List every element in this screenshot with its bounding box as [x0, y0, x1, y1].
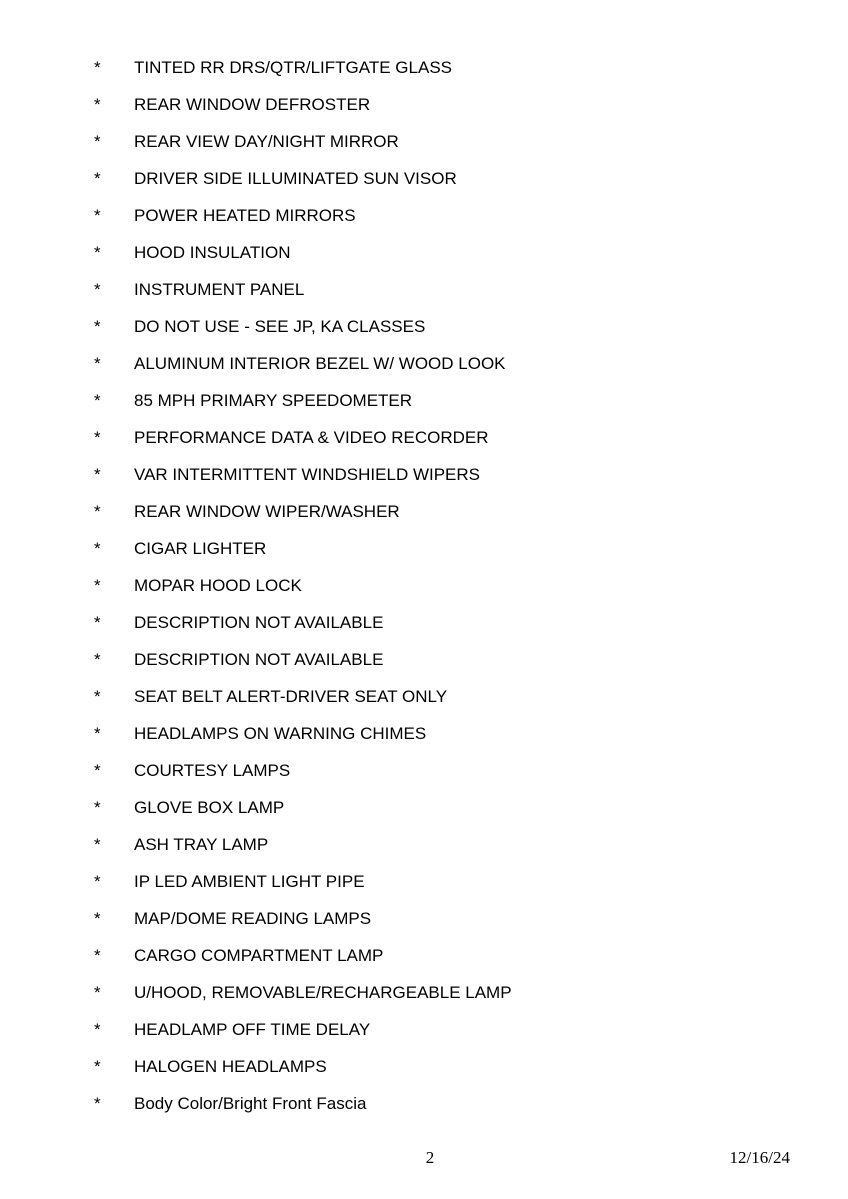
- bullet-asterisk: *: [94, 650, 101, 669]
- feature-text: ASH TRAY LAMP: [134, 835, 269, 854]
- feature-text: SEAT BELT ALERT-DRIVER SEAT ONLY: [134, 687, 448, 706]
- list-item: [0, 907, 848, 944]
- list-item: [0, 648, 848, 685]
- list-item: [0, 204, 848, 241]
- feature-text: HEADLAMP OFF TIME DELAY: [134, 1020, 371, 1039]
- feature-text: POWER HEATED MIRRORS: [134, 206, 356, 225]
- feature-text: HALOGEN HEADLAMPS: [134, 1057, 327, 1076]
- document-date: 12/16/24: [729, 1148, 790, 1167]
- bullet-asterisk: *: [94, 835, 101, 854]
- bullet-asterisk: *: [94, 206, 101, 225]
- bullet-asterisk: *: [94, 872, 101, 891]
- list-item: [0, 722, 848, 759]
- feature-text: REAR VIEW DAY/NIGHT MIRROR: [134, 132, 399, 151]
- feature-text: MAP/DOME READING LAMPS: [134, 909, 372, 928]
- list-item: [0, 352, 848, 389]
- feature-text: ALUMINUM INTERIOR BEZEL W/ WOOD LOOK: [134, 354, 506, 373]
- feature-text: MOPAR HOOD LOCK: [134, 576, 302, 595]
- feature-text: GLOVE BOX LAMP: [134, 798, 285, 817]
- list-item: [0, 1055, 848, 1092]
- list-item: [0, 500, 848, 537]
- bullet-asterisk: *: [94, 724, 101, 743]
- feature-text: PERFORMANCE DATA & VIDEO RECORDER: [134, 428, 489, 447]
- bullet-asterisk: *: [94, 280, 101, 299]
- list-item: [0, 685, 848, 722]
- list-item: [0, 1092, 848, 1129]
- feature-text: VAR INTERMITTENT WINDSHIELD WIPERS: [134, 465, 481, 484]
- list-item: [0, 870, 848, 907]
- feature-text: HEADLAMPS ON WARNING CHIMES: [134, 724, 427, 743]
- feature-list: [0, 56, 848, 1129]
- list-item: [0, 56, 848, 93]
- list-item: [0, 315, 848, 352]
- bullet-asterisk: *: [94, 798, 101, 817]
- list-item: [0, 167, 848, 204]
- bullet-asterisk: *: [94, 428, 101, 447]
- list-item: [0, 944, 848, 981]
- page-number: 2: [425, 1148, 435, 1167]
- list-item: [0, 463, 848, 500]
- bullet-asterisk: *: [94, 576, 101, 595]
- list-item: [0, 574, 848, 611]
- list-item: [0, 426, 848, 463]
- list-item: [0, 241, 848, 278]
- bullet-asterisk: *: [94, 502, 101, 521]
- bullet-asterisk: *: [94, 132, 101, 151]
- feature-text: TINTED RR DRS/QTR/LIFTGATE GLASS: [134, 58, 452, 77]
- bullet-asterisk: *: [94, 946, 101, 965]
- list-item: [0, 796, 848, 833]
- feature-text: DESCRIPTION NOT AVAILABLE: [134, 650, 384, 669]
- bullet-asterisk: *: [94, 465, 101, 484]
- list-item: [0, 130, 848, 167]
- bullet-asterisk: *: [94, 317, 101, 336]
- feature-text: REAR WINDOW WIPER/WASHER: [134, 502, 400, 521]
- list-item: [0, 611, 848, 648]
- list-item: [0, 1018, 848, 1055]
- list-item: [0, 833, 848, 870]
- bullet-asterisk: *: [94, 95, 101, 114]
- bullet-asterisk: *: [94, 687, 101, 706]
- list-item: [0, 278, 848, 315]
- bullet-asterisk: *: [94, 354, 101, 373]
- feature-text: DESCRIPTION NOT AVAILABLE: [134, 613, 384, 632]
- list-item: [0, 981, 848, 1018]
- bullet-asterisk: *: [94, 391, 101, 410]
- list-item: [0, 389, 848, 426]
- bullet-asterisk: *: [94, 1057, 101, 1076]
- feature-text: COURTESY LAMPS: [134, 761, 291, 780]
- list-item: [0, 93, 848, 130]
- feature-text: HOOD INSULATION: [134, 243, 291, 262]
- feature-text: CARGO COMPARTMENT LAMP: [134, 946, 384, 965]
- feature-text: U/HOOD, REMOVABLE/RECHARGEABLE LAMP: [134, 983, 512, 1002]
- feature-text: 85 MPH PRIMARY SPEEDOMETER: [134, 391, 413, 410]
- bullet-asterisk: *: [94, 909, 101, 928]
- feature-text: CIGAR LIGHTER: [134, 539, 267, 558]
- feature-text: Body Color/Bright Front Fascia: [134, 1094, 367, 1113]
- bullet-asterisk: *: [94, 983, 101, 1002]
- bullet-asterisk: *: [94, 761, 101, 780]
- bullet-asterisk: *: [94, 1020, 101, 1039]
- list-item: [0, 537, 848, 574]
- feature-text: DO NOT USE - SEE JP, KA CLASSES: [134, 317, 426, 336]
- bullet-asterisk: *: [94, 1094, 101, 1113]
- feature-text: IP LED AMBIENT LIGHT PIPE: [134, 872, 365, 891]
- list-item: [0, 759, 848, 796]
- bullet-asterisk: *: [94, 169, 101, 188]
- bullet-asterisk: *: [94, 539, 101, 558]
- bullet-asterisk: *: [94, 243, 101, 262]
- feature-text: DRIVER SIDE ILLUMINATED SUN VISOR: [134, 169, 457, 188]
- bullet-asterisk: *: [94, 58, 101, 77]
- feature-text: REAR WINDOW DEFROSTER: [134, 95, 371, 114]
- feature-text: INSTRUMENT PANEL: [134, 280, 305, 299]
- bullet-asterisk: *: [94, 613, 101, 632]
